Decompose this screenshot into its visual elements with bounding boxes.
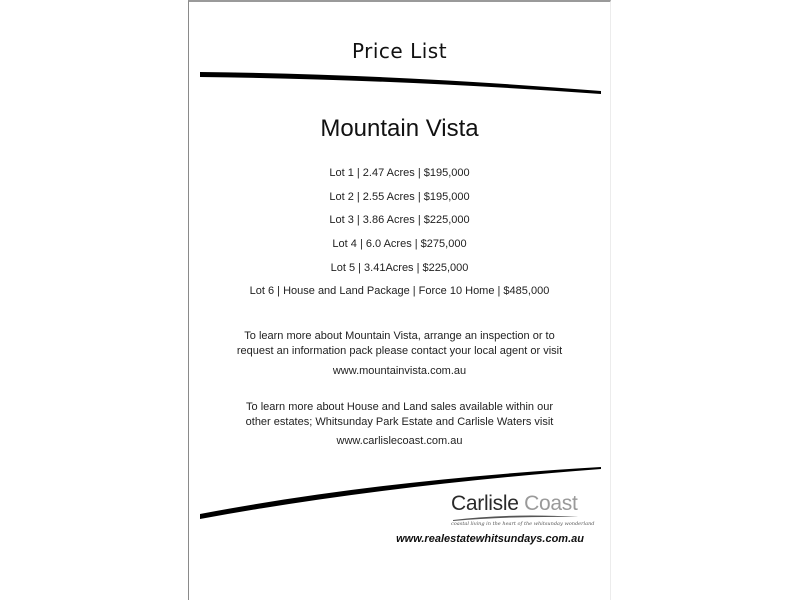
carlisle-coast-logo [451, 492, 595, 532]
info-line: To learn more about House and Land sales available within our [246, 401, 553, 413]
footer-website-link[interactable]: www.realestatewhitsundays.com.au [396, 533, 584, 545]
logo-word-carlisle: Carlisle [451, 492, 519, 515]
logo-tagline: coastal living in the heart of the whitsunday wonderland [451, 521, 595, 527]
price-list-page [188, 0, 611, 600]
info-paragraph-other-estates [189, 400, 610, 430]
lot-item: Lot 4 | 6.0 Acres | $275,000 [332, 238, 467, 251]
info-line: request an information pack please contact your local agent or visit [236, 345, 563, 357]
lot-list [189, 165, 610, 307]
logo-word-coast: Coast [524, 492, 578, 515]
page-title: Price List [351, 39, 448, 63]
mountainvista-url-link[interactable]: www.mountainvista.com.au [332, 365, 467, 377]
top-swoosh-icon [200, 72, 601, 94]
info-line: other estates; Whitsunday Park Estate and Carlisle Waters visit [245, 416, 554, 428]
lot-item: Lot 5 | 3.41Acres | $225,000 [330, 261, 469, 274]
lot-item: Lot 6 | House and Land Package | Force 10 Home | $485,000 [249, 285, 550, 298]
lot-item: Lot 3 | 3.86 Acres | $225,000 [329, 214, 470, 227]
carlislecoast-url-link[interactable]: www.carlislecoast.com.au [336, 435, 463, 447]
logo-wordmark [451, 492, 578, 516]
info-line: To learn more about Mountain Vista, arrange an inspection or to [244, 330, 555, 342]
lot-item: Lot 1 | 2.47 Acres | $195,000 [329, 167, 470, 179]
lot-item: Lot 2 | 2.55 Acres | $195,000 [329, 190, 470, 203]
info-paragraph-mountain-vista [189, 329, 610, 359]
estate-name: Mountain Vista [320, 115, 479, 142]
